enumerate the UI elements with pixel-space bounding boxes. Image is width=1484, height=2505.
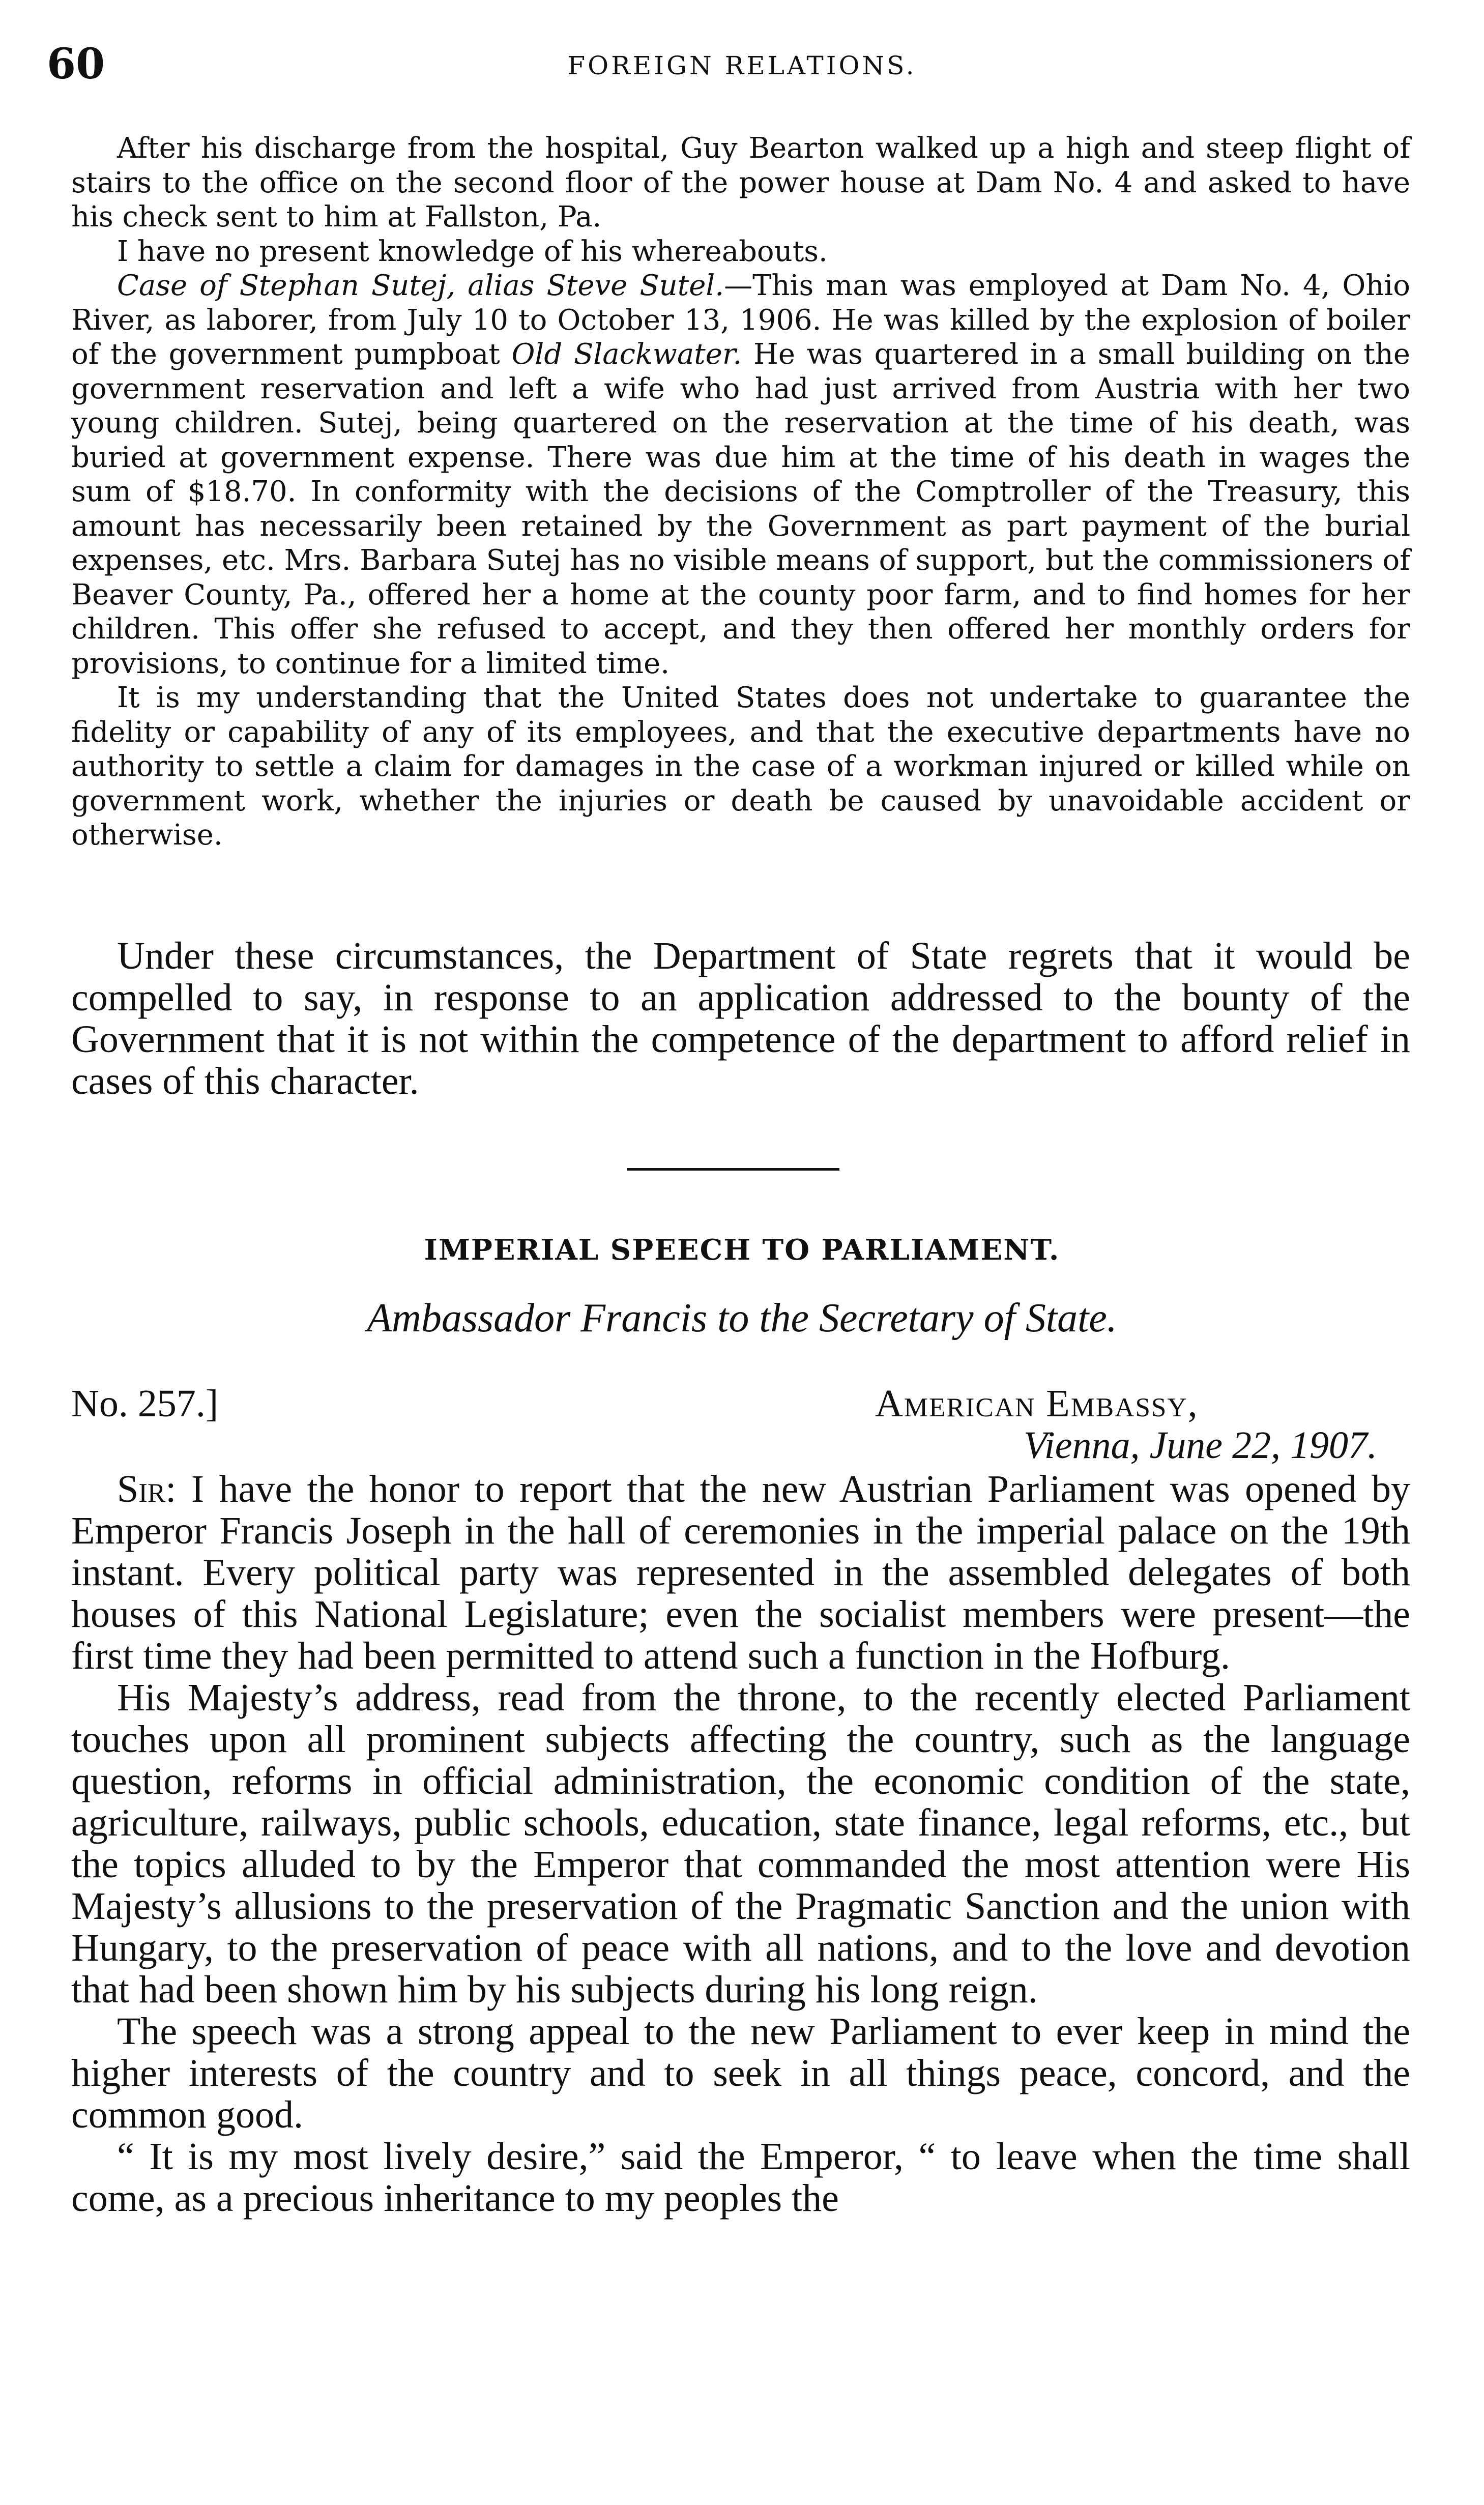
- section-subtitle: Ambassador Francis to the Secretary of State.: [367, 1296, 1117, 1341]
- running-head: FOREIGN RELATIONS.: [567, 51, 917, 80]
- case-text-a: —This man was employed at Dam No. 4, Ohio River, as laborer, from July 10 to October 13, 1906. He was killed by the explosion of boiler of the government pumpboat: [71, 269, 1411, 371]
- section-divider: [627, 1168, 839, 1171]
- paragraph-closing: Under these circumstances, the Department of State regrets that it would be compelled to say, in response to an application addressed to the bounty of the Government that it is not within the competence of the department to afford relief in cases of this character.: [71, 935, 1410, 1102]
- report-excerpt: [71, 131, 1410, 853]
- dateline: Vienna, June 22, 1907.: [1023, 1424, 1377, 1467]
- page-number: 60: [47, 40, 105, 89]
- opening-text: I have the honor to report that the new Austrian Parliament was opened by Emperor Francis Joseph in the hall of ceremonies in the imperial palace on the 19th instant. Every political party was represented in the assembled delegates of both houses of this National Legislature; even the socialist members were present—the first time they had been permitted to attend such a function in the Hofburg.: [71, 1468, 1410, 1677]
- paragraph-understanding: It is my understanding that the United States does not undertake to guarantee the fidelity or capability of any of its employees, and that the executive departments have no authority to settle a claim for damages in the case of a workman injured or killed while on government work, whether the injuries or death be caused by unavoidable accident or otherwise.: [71, 681, 1410, 852]
- paragraph-appeal: The speech was a strong appeal to the new Parliament to ever keep in mind the higher interests of the country and to seek in all things peace, concord, and the common good.: [71, 2010, 1410, 2136]
- paragraph-whereabouts: I have no present knowledge of his whereabouts.: [117, 235, 828, 268]
- boat-name: Old Slackwater.: [511, 338, 742, 371]
- salutation: Sir:: [117, 1468, 177, 1510]
- dispatch-number: No. 257.]: [71, 1382, 219, 1425]
- closing-statement: [71, 935, 1410, 1102]
- section-title: IMPERIAL SPEECH TO PARLIAMENT.: [424, 1233, 1060, 1267]
- paragraph-sutej-case: [71, 269, 1410, 681]
- paragraph-quote: “ It is my most lively desire,” said the Emperor, “ to leave when the time shall come, as a precious inheritance to my peoples the: [71, 2135, 1410, 2220]
- dispatch-body: [71, 1468, 1410, 2219]
- embassy-name: American Embassy,: [875, 1382, 1199, 1425]
- case-text-b: He was quartered in a small building on the government reservation and left a wife who had just arrived from Austria with her two young children. Sutej, being quartered on the reservation at the time of his death, was buried at government expense. There was due him at the time of his death in wages the sum of $18.70. In conformity with the decisions of the Comptroller of the Treasury, this amount has necessarily been retained by the Government as part payment of the burial expenses, etc. Mrs. Barbara Sutej has no visible means of support, but the commissioners of Beaver County, Pa., offered her a home at the county poor farm, and to find homes for her children. This offer she refused to accept, and they then offered her monthly orders for provisions, to continue for a limited time.: [71, 338, 1410, 680]
- paragraph-bearton-discharge: After his discharge from the hospital, Guy Bearton walked up a high and steep flight of stairs to the office on the second floor of the power house at Dam No. 4 and asked to have his check sent to him at Fallston, Pa.: [71, 132, 1410, 234]
- paragraph-opening: [71, 1468, 1410, 1677]
- case-heading: Case of Stephan Sutej, alias Steve Sutel.: [117, 269, 724, 302]
- paragraph-address: His Majesty’s address, read from the throne, to the recently elected Parliament touches upon all prominent subjects affecting the country, such as the language question, reforms in official administration, the economic condition of the state, agriculture, railways, public schools, education, state finance, legal reforms, etc., but the topics alluded to by the Emperor that commanded the most attention were His Majesty’s allusions to the preservation of the Pragmatic Sanction and the union with Hungary, to the preservation of peace with all nations, and to the love and devotion that had been shown him by his subjects during his long reign.: [71, 1676, 1410, 2011]
